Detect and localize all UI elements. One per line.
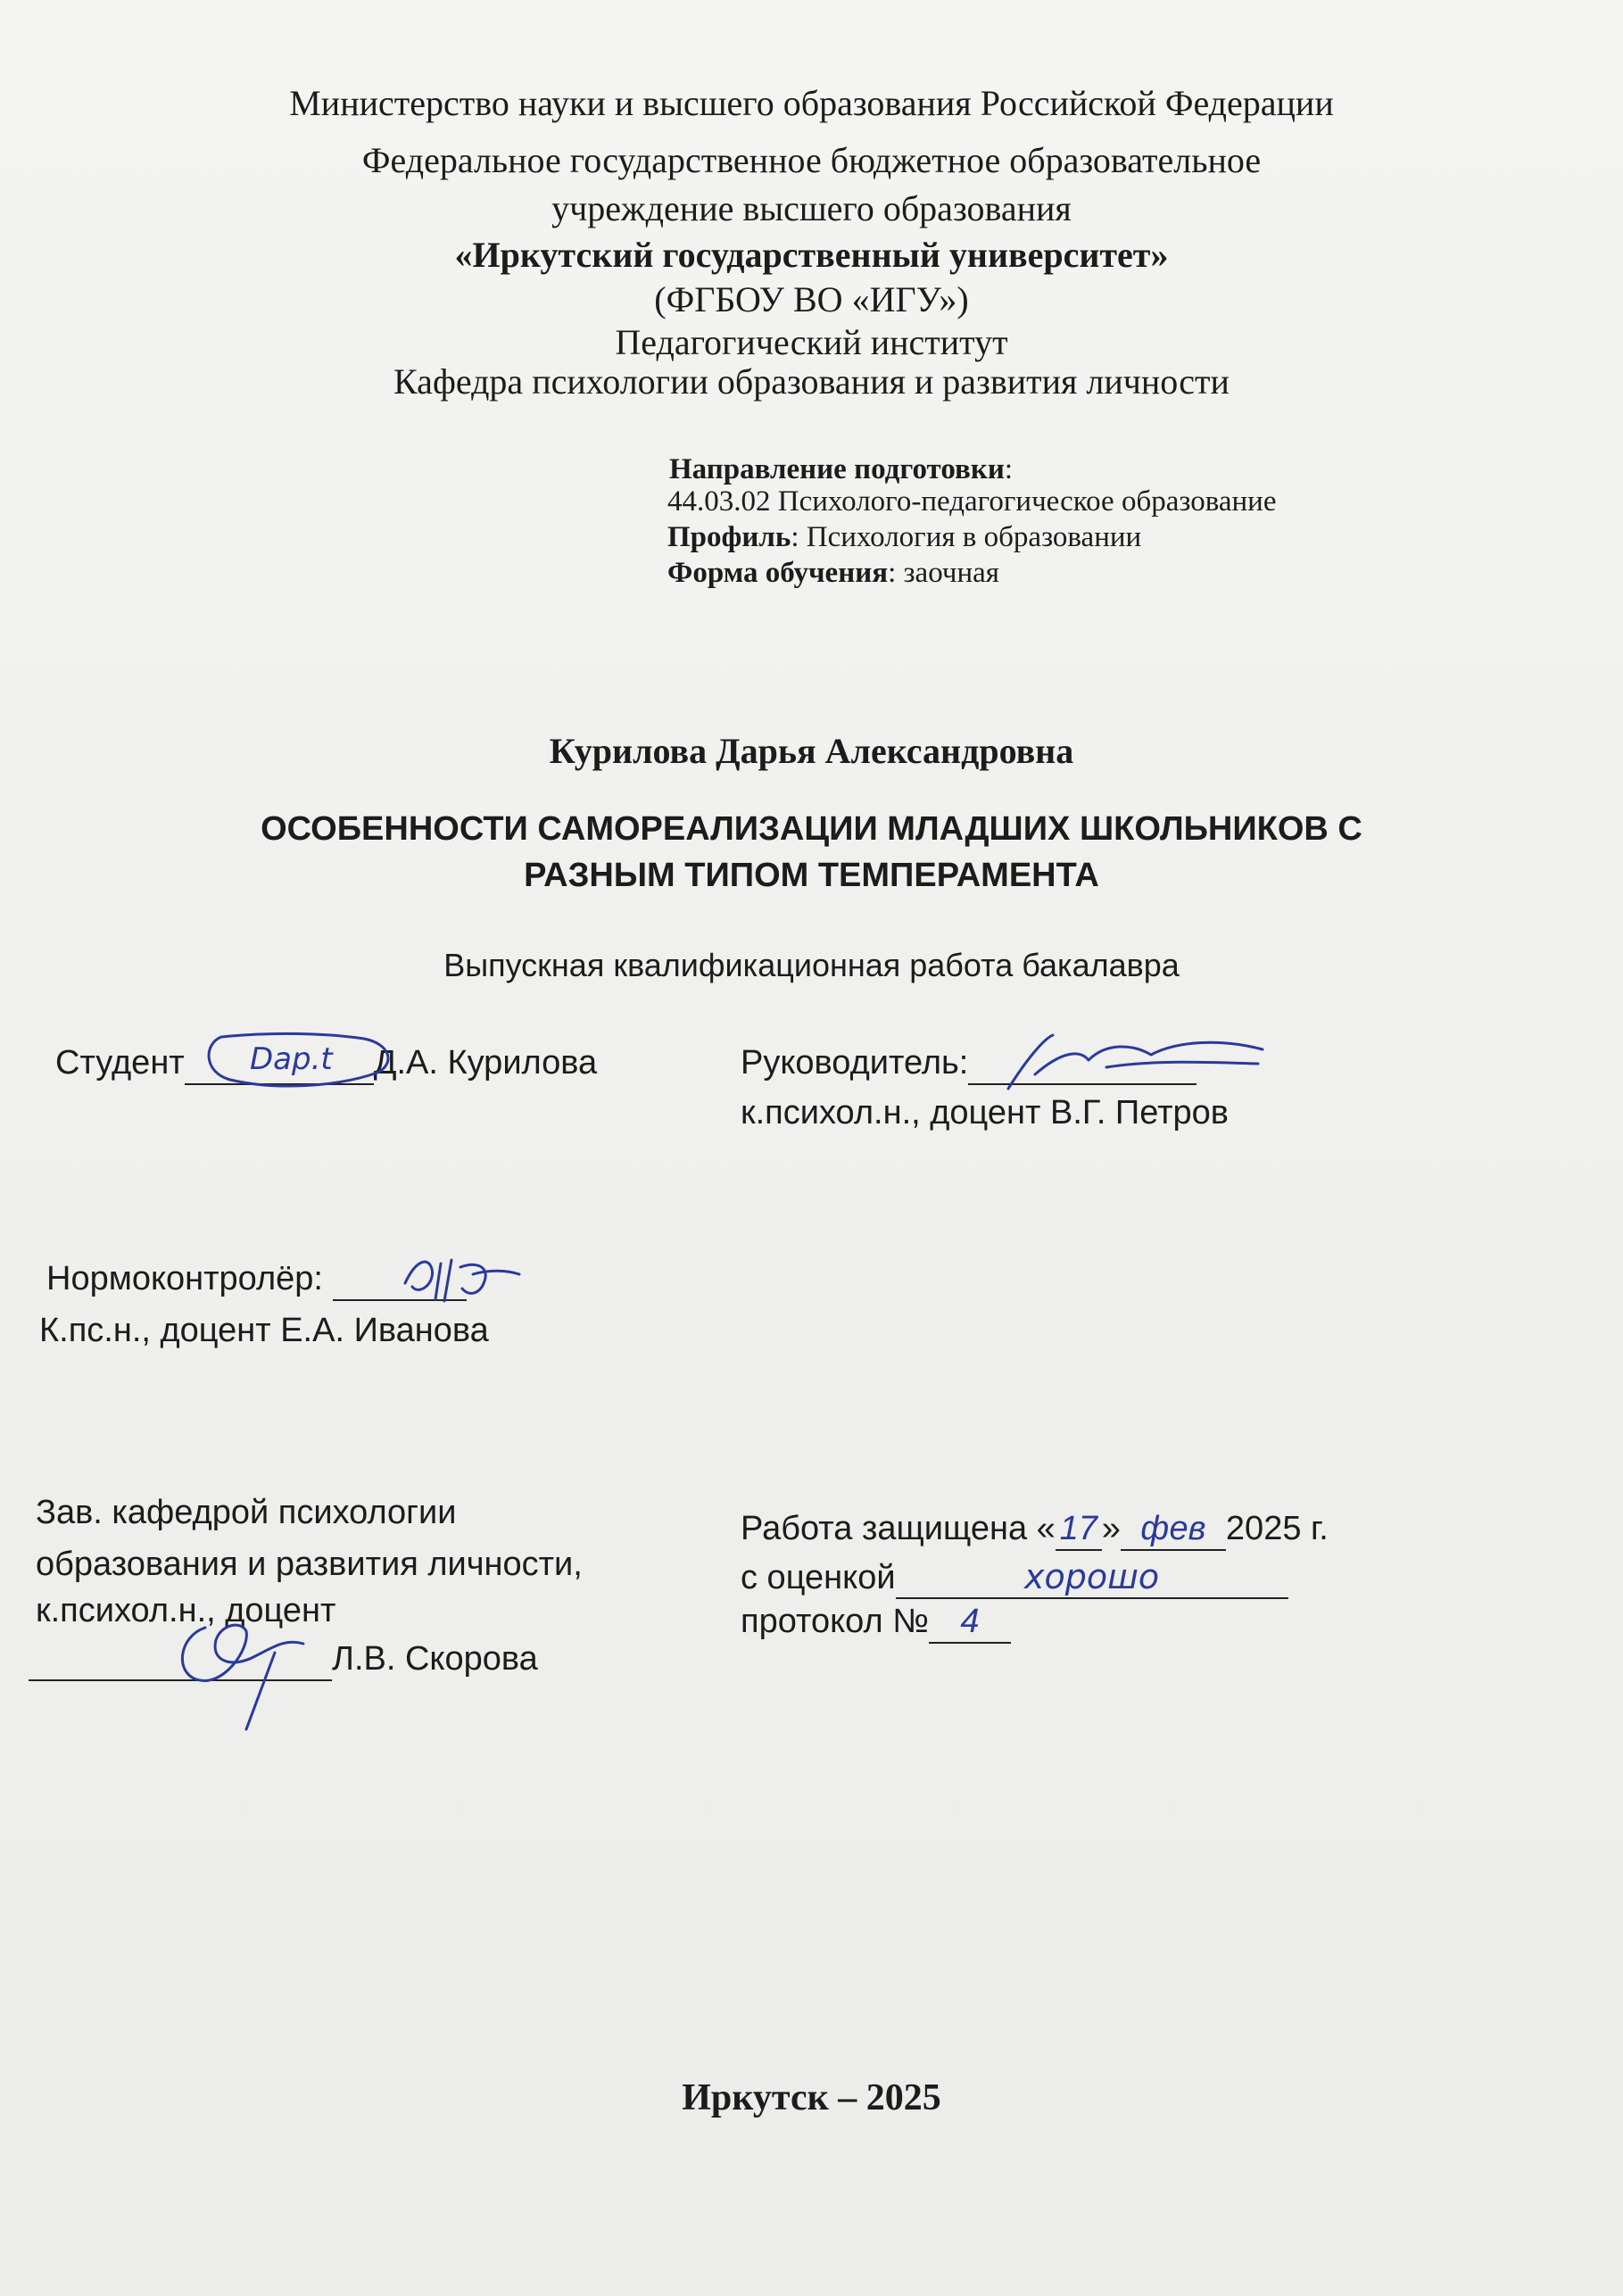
grade-label: с оценкой <box>741 1559 896 1596</box>
head-line-2: образования и развития личности, <box>36 1546 583 1583</box>
protocol-line <box>741 1601 1011 1644</box>
protocol-value: 4 <box>929 1601 1011 1644</box>
department-name: Кафедра психологии образования и развития личности <box>393 361 1230 402</box>
institute-name: Педагогический институт <box>615 322 1008 362</box>
defense-prefix: Работа защищена « <box>741 1510 1056 1547</box>
university-abbr: (ФГБОУ ВО «ИГУ») <box>654 279 969 319</box>
direction-value: 44.03.02 Психолого-педагогическое образование <box>667 485 1277 518</box>
thesis-title-line-1: ОСОБЕННОСТИ САМОРЕАЛИЗАЦИИ МЛАДШИХ ШКОЛЬНИКОВ С <box>261 810 1362 848</box>
form-value: заочная <box>903 557 999 589</box>
institution-type-line: Федеральное государственное бюджетное образовательное <box>361 140 1262 180</box>
city-year: Иркутск – 2025 <box>682 2077 941 2118</box>
normcontrol-line <box>46 1258 467 1301</box>
head-line-3: к.психол.н., доцент <box>36 1592 336 1629</box>
defense-month: фев <box>1121 1508 1226 1551</box>
form-label: Форма обучения <box>667 557 889 589</box>
student-name: Д.А. Курилова <box>373 1044 598 1082</box>
defense-line <box>741 1508 1329 1551</box>
head-signature-line <box>29 1638 538 1681</box>
direction-label: Направление подготовки <box>669 453 1005 485</box>
normcontrol-label: Нормоконтролёр: <box>46 1260 323 1297</box>
form-line: Форма обучения: заочная <box>667 557 999 589</box>
institution-type-line-2: учреждение высшего образования <box>551 188 1072 228</box>
supervisor-label: Руководитель: <box>741 1044 969 1082</box>
profile-value: Психология в образовании <box>806 521 1142 553</box>
normcontrol-position: К.пс.н., доцент Е.А. Иванова <box>39 1312 489 1349</box>
thesis-title-line-2: РАЗНЫМ ТИПОМ ТЕМПЕРАМЕНТА <box>524 857 1099 894</box>
defense-mid: » <box>1101 1510 1121 1547</box>
student-label: Студент <box>55 1044 185 1082</box>
supervisor-position: к.психол.н., доцент В.Г. Петров <box>741 1094 1229 1131</box>
author-name: Курилова Дарья Александровна <box>549 731 1074 771</box>
grade-value: хорошо <box>896 1556 1288 1599</box>
head-line-1: Зав. кафедрой психологии <box>36 1494 457 1531</box>
supervisor-line <box>741 1042 1197 1085</box>
grade-line <box>741 1556 1288 1599</box>
student-line <box>55 1042 597 1085</box>
defense-year: 2025 г. <box>1225 1510 1329 1547</box>
head-name: Л.В. Скорова <box>332 1640 538 1678</box>
defense-day: 17 <box>1056 1508 1102 1551</box>
direction-line: Направление подготовки: <box>669 453 1014 485</box>
profile-line: Профиль: Психология в образовании <box>667 521 1142 553</box>
university-name: «Иркутский государственный университет» <box>454 235 1169 275</box>
profile-label: Профиль <box>667 521 791 553</box>
ministry-line: Министерство науки и высшего образования Российской Федерации <box>289 83 1334 123</box>
student-signature-text: Dap.t <box>250 1041 333 1077</box>
protocol-label: протокол № <box>741 1603 929 1640</box>
work-type: Выпускная квалификационная работа бакалавра <box>443 947 1180 983</box>
